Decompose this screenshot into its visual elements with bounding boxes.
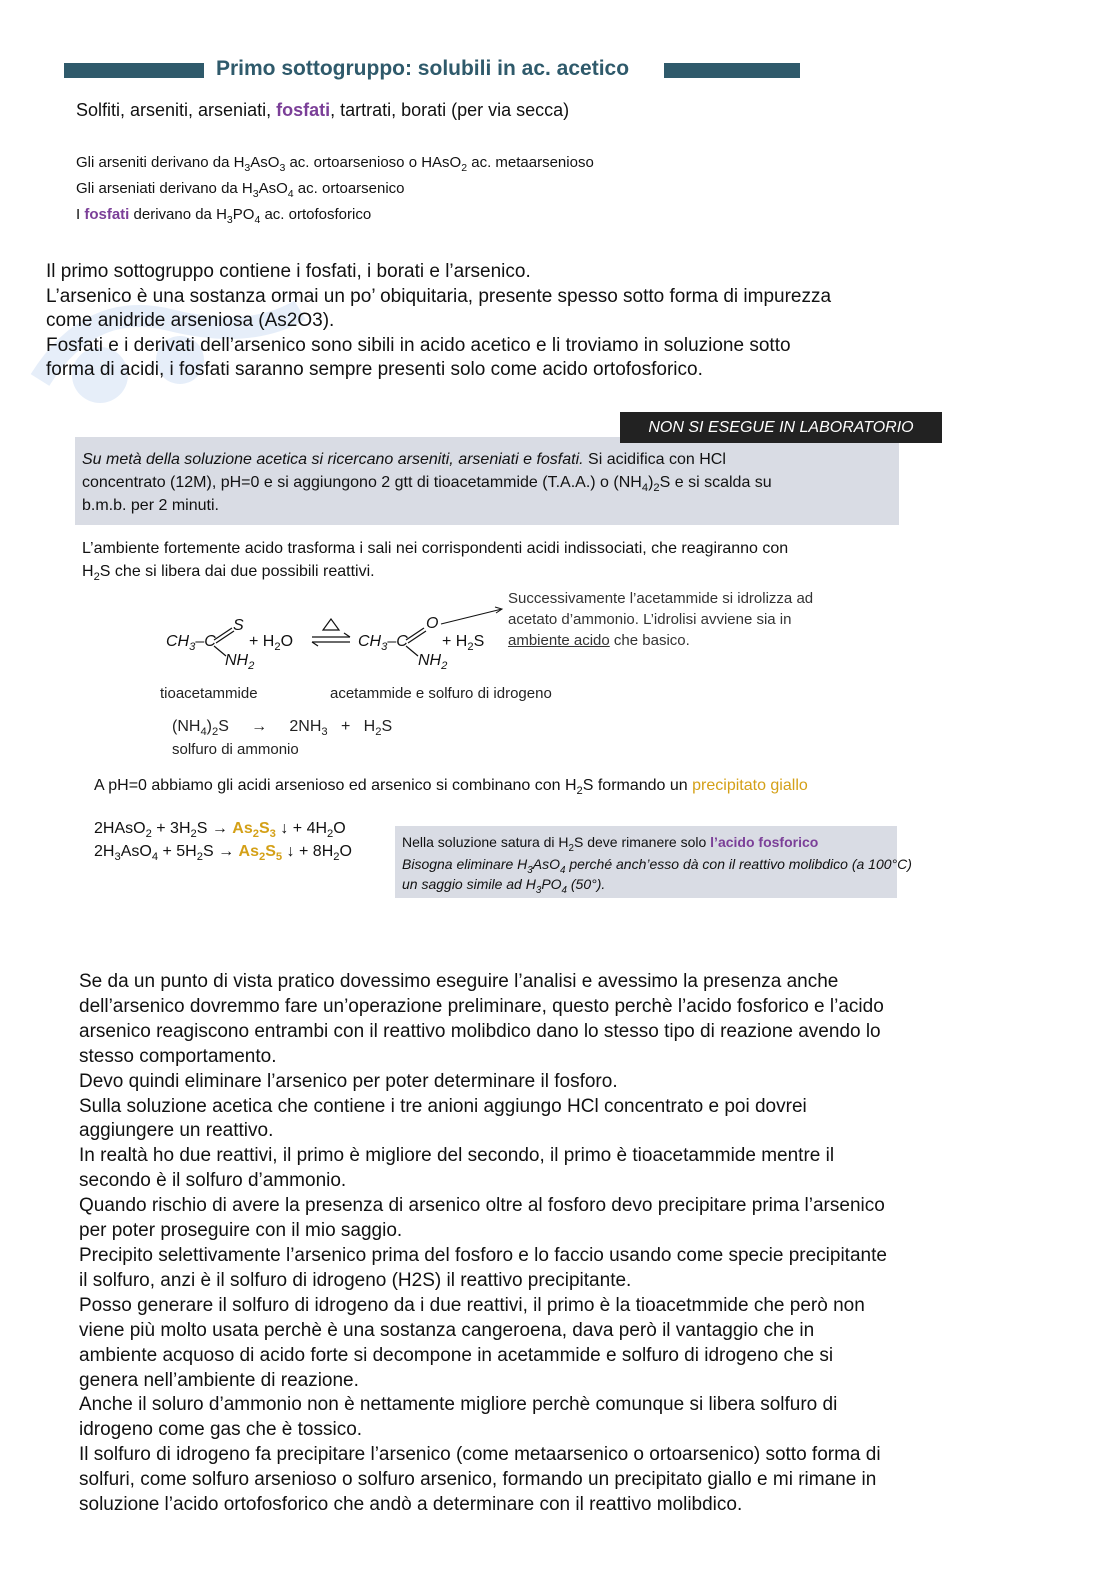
equation-arsenico: $2H_3AsO_4 + 5H_2S \to As_2S_5$ ↓ + $8H_2O$: [94, 843, 352, 864]
intro-line: L’arsenico è una sostanza ormai un po’ obiquitaria, presente spesso sotto forma di impurezza: [46, 285, 832, 307]
derivation-arseniati: Gli arseniati derivano da $H_3AsO_4$ ac. ortoarsenico: [76, 180, 405, 200]
body-line: Se da un punto di vista pratico dovessimo eseguire l’analisi e avessimo la presenza anche: [79, 971, 839, 992]
ph-precipitate-text: A pH=0 abbiamo gli acidi arsenioso ed arsenico si combinano con $H_2S$ formando un precipitato giallo: [94, 777, 808, 798]
procedure-text: Su metà della soluzione acetica si ricercano arseniti, arseniati e fosfati. Si acidifica con HCl concentrato (12M), pH=0 e si aggiungono 2 gtt di tioacetammide (T.A.A.) o $(NH_4)_2S$ e si scalda su b.m.b. per 2 minuti.: [82, 451, 772, 514]
body-line: Anche il soluro d’ammonio non è nettamente migliore perchè comunque si libera solfuro di: [79, 1394, 838, 1416]
body-line: dell’arsenico dovremmo fare un’operazione preliminare, questo perchè l’acido fosforico e l’acido: [79, 995, 884, 1017]
body-line: viene più molto usata perchè è una sostanza cangeroena, dava però il vantaggio che in: [79, 1319, 815, 1341]
amine-group: $NH_2$: [225, 652, 255, 673]
acid-environment-text: L’ambiente fortemente acido trasforma i sali nei corrispondenti acidi indissociati, che reagiranno con $H_2S$ che si libera dai due possibili reattivi.: [82, 540, 789, 584]
body-line: solfuri, come solfuro arsenioso o solfuro arsenico, formando un precipitato giallo e mi rimane in: [79, 1469, 877, 1491]
body-line: Il solfuro di idrogeno fa precipitare l’arsenico (come metaarsenico o ortoarsenico) sotto forma di: [79, 1444, 881, 1466]
body-line: Sulla soluzione acetica che contiene i tre anioni aggiungo HCl concentrato e poi dovrei: [79, 1095, 807, 1117]
body-line: Quando rischio di avere la presenza di arsenico oltre al fosforo devo precipitare prima l’arsenico: [79, 1195, 885, 1217]
derivation-fosfati: I fosfati derivano da $H_3PO_4$ ac. ortofosforico: [76, 206, 372, 226]
body-line: stesso comportamento.: [79, 1045, 277, 1067]
saturated-note-line2: Bisogna eliminare $H_3AsO_4$ perché anch’esso dà con il reattivo molibdico (a 100°C): [402, 856, 912, 876]
hydrolysis-note: Successivamente l’acetammide si idrolizza ad acetato d’ammonio. L’idrolisi avviene sia in ambiente acido che basico.: [508, 590, 814, 649]
body-line: per poter proseguire con il mio saggio.: [79, 1220, 403, 1242]
h2s-product: + $H_2S$: [442, 633, 485, 654]
oxygen-atom: O: [426, 615, 439, 632]
section-title: Primo sottogruppo: solubili in ac. acetico: [216, 57, 630, 80]
body-line: Devo quindi eliminare l’arsenico per poter determinare il fosforo.: [79, 1070, 618, 1092]
not-in-lab-badge: NON SI ESEGUE IN LABORATORIO: [620, 412, 942, 443]
saturated-note-line3: un saggio simile ad $H_3PO_4$ (50°).: [402, 876, 606, 896]
sulfur-atom: S: [233, 617, 244, 634]
acetammide-label: acetammide e solfuro di idrogeno: [330, 685, 552, 702]
intro-line: Il primo sottogruppo contiene i fosfati, i borati e l’arsenico.: [46, 261, 531, 282]
body-line: il solfuro, anzi è il solfuro di idrogeno (H2S) il reattivo precipitante.: [79, 1269, 632, 1291]
amine-group-product: $NH_2$: [418, 652, 448, 673]
body-line: aggiungere un reattivo.: [79, 1120, 274, 1142]
intro-line: come anidride arseniosa (As2O3).: [46, 310, 335, 332]
body-line: soluzione l’acido ortofosforico che andò a determinare con il reattivo molibdico.: [79, 1494, 743, 1516]
body-line: secondo è il solfuro d’ammonio.: [79, 1170, 347, 1192]
saturated-note-line1: Nella soluzione satura di $H_2S$ deve rimanere solo l’acido fosforico: [402, 834, 819, 854]
body-line: Precipito selettivamente l’arsenico prima del fosforo e lo faccio usando come specie precipitante: [79, 1244, 887, 1266]
body-line: Posso generare il solfuro di idrogeno da i due reattivi, il primo è la tioacetmmide che però non: [79, 1294, 865, 1316]
body-line: idrogeno come gas che è tossico.: [79, 1419, 363, 1441]
acetammide-formula: $CH_3-C$: [358, 633, 408, 654]
water-reactant: + $H_2O$: [249, 633, 294, 654]
anion-list: Solfiti, arseniti, arseniati, fosfati, tartrati, borati (per via secca): [76, 100, 570, 120]
body-line: ambiente acquoso di acido forte si decompone in acetammide e solfuro di idrogeno che si: [79, 1344, 834, 1366]
body-paragraph: [79, 970, 1039, 1518]
body-line: In realtà ho due reattivi, il primo è migliore del secondo, il primo è tioacetammide mentre il: [79, 1145, 835, 1167]
ammonium-sulfide-equation: $(NH_4)_2S$ → $2NH_3$ + $H_2S$: [172, 718, 393, 739]
body-line: arsenico reagiscono entrambi con il reattivo molibdico dano lo stesso tipo di reazione avendo lo: [79, 1020, 881, 1042]
derivation-arseniti: Gli arseniti derivano da $H_3AsO_3$ ac. ortoarsenioso o HAsO$_2$ ac. metaarsenioso: [76, 154, 594, 174]
intro-line: forma di acidi, i fosfati saranno sempre presenti solo come acido ortofosforico.: [46, 359, 703, 381]
equation-arsenioso: 2HAsO$_2$ + $3H_2S \to As_2S_3$ ↓ + $4H_2O$: [94, 820, 346, 841]
intro-line: Fosfati e i derivati dell’arsenico sono sibili in acido acetico e li troviamo in soluzione sotto: [46, 334, 791, 356]
tioacetammide-formula: $CH_3-C$: [166, 633, 216, 654]
tioacetammide-label: tioacetammide: [160, 685, 258, 702]
body-line: genera nell’ambiente di reazione.: [79, 1369, 359, 1391]
ammonium-sulfide-label: solfuro di ammonio: [172, 741, 299, 758]
reaction-scheme-lines: [0, 0, 1116, 700]
